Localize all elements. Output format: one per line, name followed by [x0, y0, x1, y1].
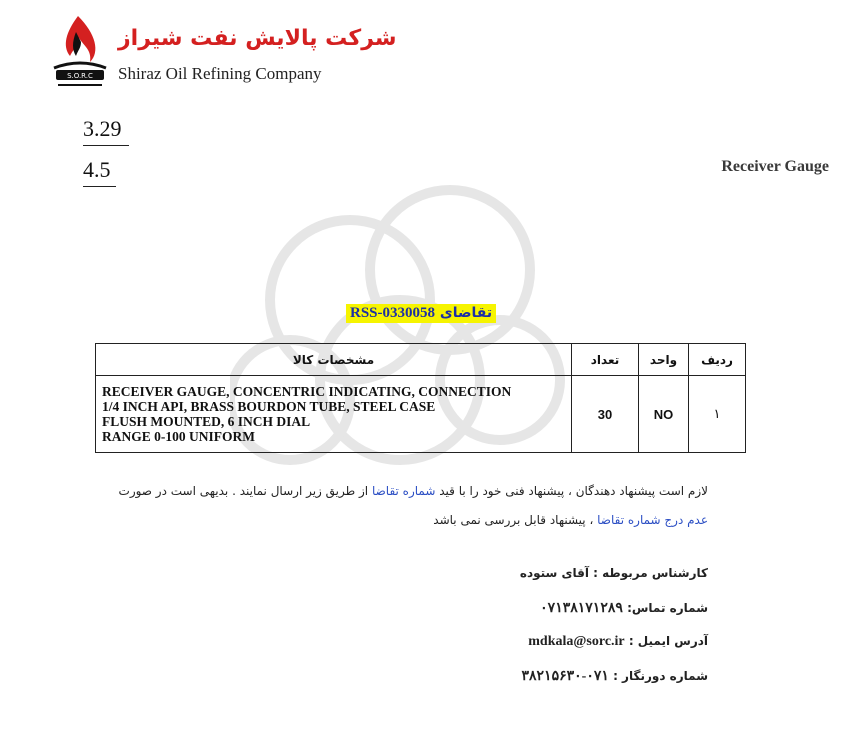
items-table [95, 343, 746, 453]
company-name-fa: شرکت پالایش نفت شیراز [118, 26, 397, 51]
contact-phone [540, 600, 708, 617]
note-text: ، پیشنهاد قابل بررسی نمی باشد [433, 513, 598, 527]
ref-number-1: 3.29 [83, 117, 129, 146]
sorc-logo [48, 12, 112, 92]
fax-number: ۰۷۱-۳۸۲۱۵۶۳۰ [521, 669, 609, 684]
logo-text: S.O.R.C [67, 72, 93, 80]
spec-line: RECEIVER GAUGE, CONCENTRIC INDICATING, CONNECTION [102, 384, 512, 399]
request-code: RSS-0330058 [350, 305, 436, 321]
contact-email [528, 634, 708, 650]
email-address[interactable]: mdkala@sorc.ir [528, 634, 625, 649]
email-label: آدرس ایمیل : [628, 634, 708, 648]
ref-number-2: 4.5 [83, 158, 116, 187]
phone-label: شماره تماس: [627, 601, 708, 615]
cell-specification [96, 376, 572, 453]
spec-line: 1/4 INCH API, BRASS BOURDON TUBE, STEEL CASE [102, 399, 436, 414]
header-row-number: ردیف [689, 344, 746, 376]
cell-unit: NO [639, 376, 689, 453]
company-name-en: Shiraz Oil Refining Company [118, 64, 322, 83]
note-highlight-missing-number: عدم درج شماره تقاضا [597, 513, 708, 527]
contact-expert [520, 566, 708, 580]
header-specification: مشخصات کالا [96, 344, 572, 376]
spec-line: FLUSH MOUNTED, 6 INCH DIAL [102, 414, 311, 429]
table-header-row [96, 344, 746, 376]
note-text: از طریق زیر ارسال نمایند . بدیهی است در صورت [118, 484, 372, 498]
phone-number: ۰۷۱۳۸۱۷۱۲۸۹ [540, 601, 623, 616]
expert-label: کارشناس مربوطه : [593, 566, 708, 580]
note-highlight-request-number: شماره تقاضا [371, 484, 436, 498]
note-text: لازم است پیشنهاد دهندگان ، پیشنهاد فنی خود را با قید [435, 484, 708, 498]
header-unit: واحد [639, 344, 689, 376]
header-quantity: تعداد [572, 344, 639, 376]
fax-label: شماره دورنگار : [613, 669, 708, 683]
submission-note [108, 477, 708, 535]
request-number [346, 304, 496, 323]
cell-row-number: ۱ [689, 376, 746, 453]
expert-name: آقای ستوده [519, 566, 589, 580]
contact-fax [522, 668, 709, 685]
cell-quantity: 30 [572, 376, 639, 453]
spec-line: RANGE 0-100 UNIFORM [102, 429, 255, 444]
table-row [96, 376, 746, 453]
request-label: تقاضای [439, 305, 493, 321]
document-title: Receiver Gauge [721, 158, 829, 175]
